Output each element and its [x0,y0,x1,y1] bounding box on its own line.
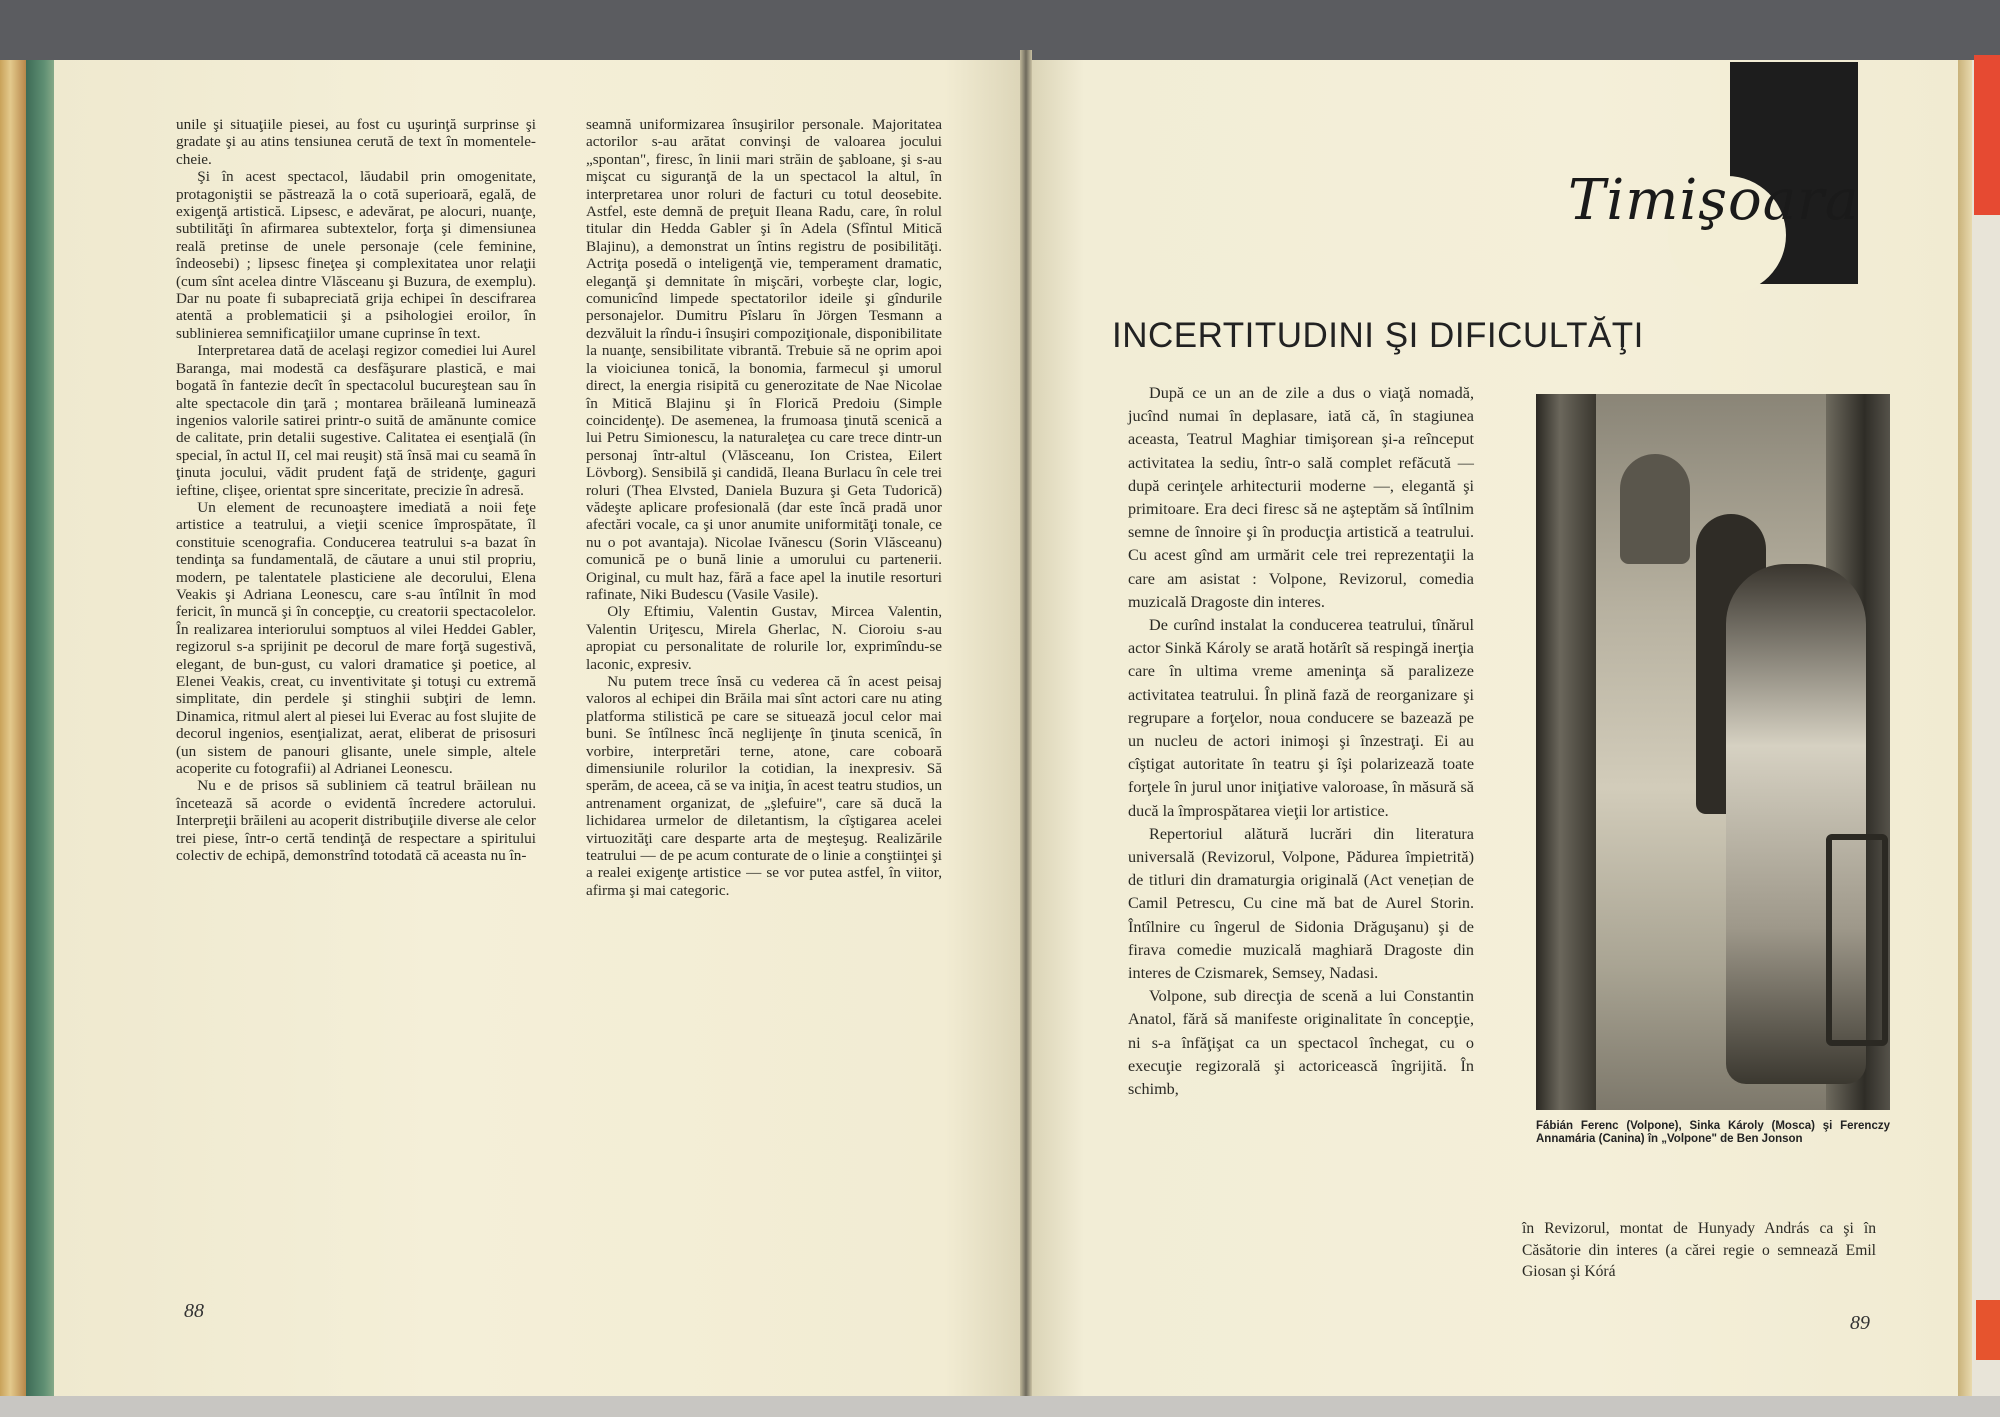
scan-background-right [1972,60,2000,1396]
book-gutter [1020,50,1032,1400]
red-bookmark-tab [1974,55,2000,215]
page-number-right: 89 [1850,1312,1870,1334]
paragraph: Interpretarea dată de acelaşi regizor comediei lui Aurel Baranga, mai modestă ca desfăşurare plastică, e mai bogată în fantezie decît în spectacolul bucureştean sau în alte spectacole din ţară ; montarea brăileană luminează ingenios valorile satirei printr-o suită de amănunte comice de calitate, prin detalii sugestive. Calitatea ei esenţială (în special, în actul II, cel mai reuşit) stă însă mai cu seamă în ţinuta jocului, vădit prudent faţă de stridenţe, gaguri ieftine, clişee, orientat spre sinceritate, precizie în adresă. [176,342,536,499]
book-edge-left [0,60,26,1396]
red-bookmark-tab-bottom [1976,1300,2000,1360]
photo-caption: Fábián Ferenc (Volpone), Sinka Károly (Mosca) şi Ferenczy Annamária (Canina) în „Volpone" de Ben Jonson [1536,1120,1890,1145]
book-binding [0,0,2000,62]
paragraph: unile şi situaţiile piesei, au fost cu uşurinţă surprinse şi gradate şi au atins tensiunea cerută de text în momentele-cheie. [176,116,536,168]
right-page-column-1 [1128,382,1474,1101]
paragraph: Volpone, sub direcţia de scenă a lui Constantin Anatol, fără să manifeste originalitate în concepţie, ni s-a înfăţişat ca un spectacol închegat, cu o execuţie regizorală şi actoricească îngrijită. În schimb, [1128,987,1474,1099]
book-edge-right [1958,60,1972,1396]
paragraph: în Revizorul, montat de Hunyady András ca şi în Căsătorie din interes (a cărei regie o semnează Emil Giosan şi Kórá [1522,1220,1876,1280]
paragraph: După ce un an de zile a dus o viaţă nomadă, jucînd numai în deplasare, iată că, în stagiunea aceasta, Teatrul Maghiar timişorean şi-a reînceput activitatea la sediu, într-o sală complet refăcută — după cerinţele arhitecturii moderne —, elegantă şi primitoare. Era deci firesc să ne aşteptăm să întîlnim semne de înnoire şi în producţia artistică a teatrului. Cu acest gînd am urmărit cele trei reprezentaţii la care am asistat : Volpone, Revizorul, comedia muzicală Dragoste din interes. [1128,384,1474,611]
photo-chair [1826,834,1888,1046]
paragraph: seamnă uniformizarea însuşirilor personale. Majoritatea actorilor s-au arătat convinşi de valoarea jocului „spontan", firesc, în linii mari străin de şabloane, şi s-au mişcat cu siguranţă de la un spectacol la altul, în interpretarea unor roluri de facturi cu totul deosebite. Astfel, este demnă de preţuit Ileana Radu, care, în rolul titular din Hedda Gabler şi în Adela (Sfîntul Mitică Blajinu), a demonstrat un întins registru de posibilităţi. Actriţa posedă o inteligenţă vie, temperament dramatic, eleganţă şi demnitate în mişcări, vorbeşte clar, logic, comunicînd limpede spectatorilor ideile şi gîndurile personajelor. Dumitru Pîslaru în Jörgen Tesmann a dezvăluit la rîndu-i însuşiri compoziţionale, disponibilitate la nuanţe, sensibilitate vibrantă. Trebuie să ne oprim apoi la vioiciunea tonică, la bonomia, farmecul şi umorul direct, la energia risipită cu generozitate de Nae Nicolae în Mitică Blajinu şi în Florică Predoiu (Simple coincidenţe). De asemenea, la frumoasa ţinută scenică a lui Petru Simionescu, la naturaleţea cu care trece dintr-un personaj într-altul (Vlăsceanu, Ion Cristea, Eilert Lövborg). Sensibilă şi candidă, Ileana Burlacu în cele trei roluri (Thea Elvsted, Daniela Buzura şi Geta Tudorică) vădeşte aplicare profesională (dar este încă pradă unor afectări vocale, ca şi unor anumite uniformităţi tonale, ce nu o pot avantaja). Nicolae Ivănescu (Sorin Vlăsceanu) comunică pe o bună linie a umorului cu partenerii. Original, cu mult haz, fără a face apel la inutile resorturi rafinate, Niki Budescu (Vasile Vasile). [586,116,942,603]
paragraph: Nu putem trece însă cu vederea că în acest peisaj valoros al echipei din Brăila mai sînt actori care nu ating platforma stilistică pe care se situează jocul celor mai buni. Se întîlnesc încă neglijenţe în ţinuta scenică, în vorbire, interpretări terne, atone, care coboară dimensiunile rolurilor la cotidian, la inexpresiv. Să sperăm, de aceea, că se va iniţia, în acest teatru studios, un antrenament organizat, de „şlefuire", care să ducă la lichidarea urmelor de diletantism, la cîştigarea acelei virtuozităţi care desparte arta de meşteşug. Realizările teatrului — de pe acum conturate de o linie a conştiinţei şi a realei exigenţe artistice — se vor putea astfel, în viitor, afirma şi mai categoric. [586,673,942,899]
paragraph: Oly Eftimiu, Valentin Gustav, Mircea Valentin, Valentin Uriţescu, Mirela Gherlac, N. Cioroiu s-au apropiat cu personalitate de rolurile lor, exprimîndu-se laconic, expresiv. [586,603,942,673]
section-logo-title: Timişoara [1568,168,1860,233]
paragraph: Un element de recunoaştere imediată a noii feţe artistice a teatrului, a vieţii scenice împrospătate, îl constituie scenografia. Conducerea teatrului s-a bazat în tendinţa sa fundamentală, de căutare a unui stil propriu, modern, pe talentatele plasticiene ale decorului, Elena Veakis şi Adriana Leonescu, care s-au întîlnit în mod fericit, în muncă şi în concepţie, cu creatorii spectacolelor. În realizarea interiorului somptuos al vilei Heddei Gabler, regizorul s-a sprijinit pe decorul de mare forţă sugestivă, elegant, de bun-gust, cu valori dramatice şi poetice, al Elenei Veakis, creat, cu inventivitate şi totuşi cu extremă simplitate, din perdele şi stinghii subţiri de lemn. Dinamica, ritmul alert al piesei lui Everac au fost slujite de decorul ingenios, esenţializat, aerat, eliberat de prisosuri (un sistem de panouri glisante, unele simple, altele acoperite cu fotografii) al Adrianei Leonescu. [176,498,536,778]
theatre-photo [1536,394,1890,1110]
article-headline: INCERTITUDINI ŞI DIFICULTĂŢI [1112,316,1644,355]
scan-background-bottom [0,1396,2000,1417]
paragraph: Nu e de prisos să subliniem că teatrul brăilean nu încetează să acorde o evidentă încredere actorului. Interpreţii brăileni au acoperit distribuţiile diverse ale celor trei piese, într-o certă tendinţă de respectare a spiritului colectiv de echipă, demonstrînd totodată că aceasta nu în- [176,777,536,865]
left-page-column-2 [586,116,942,899]
book-cover-left [26,60,56,1396]
page-number-left: 88 [184,1300,204,1322]
left-page-column-1 [176,116,536,864]
paragraph: Repertoriul alătură lucrări din literatura universală (Revizorul, Volpone, Pădurea împietrită) de titluri din dramaturgia originală (Act venețian de Camil Petrescu, Cu cine mă bat de Aurel Storin. Întîlnire cu îngerul de Sidonia Drăguşanu) şi de firava comedie muzicală maghiară Dragoste din interes de Czismarek, Semsey, Nadasi. [1128,824,1474,983]
photo-figure-volpone [1620,454,1690,564]
paragraph: Şi în acest spectacol, lăudabil prin omogenitate, protagoniştii se păstrează la o cotă superioară, egală, de exigenţă artistică. Lipsesc, e adevărat, pe alocuri, nuanţe, subtilităţi în afirmarea subtextelor, forţa şi dimensiunea reală pretinse de unele personaje (cele feminine, îndeosebi) ; lipsesc fineţea şi complexitatea unor relaţii (cum sînt acelea dintre Vlăsceanu şi Buzura, de exemplu). Dar nu poate fi subapreciată grija echipei în descifrarea atentă a problematicii şi a psihologiei eroilor, în sublinierea semnificaţiilor umane cuprinse în text. [176,168,536,342]
photo-curtain-left [1536,394,1596,1110]
paragraph: De curînd instalat la conducerea teatrului, tînărul actor Sinkă Károly se arată hotărît să respingă inerţia care în ultima vreme ameninţa să paralizeze activitatea teatrului. În plină fază de reorganizare şi regrupare a forţelor, noua conducere se bazează pe un nucleu de actori inimoşi şi înzestraţi. Ei au cîştigat autoritate în teatru şi îşi polarizează toate forţele în jurul unor iniţiative valoroase, în măsură să ducă la împrospătarea vieţii lor artistice. [1128,616,1474,820]
right-page-column-2 [1522,1218,1876,1283]
